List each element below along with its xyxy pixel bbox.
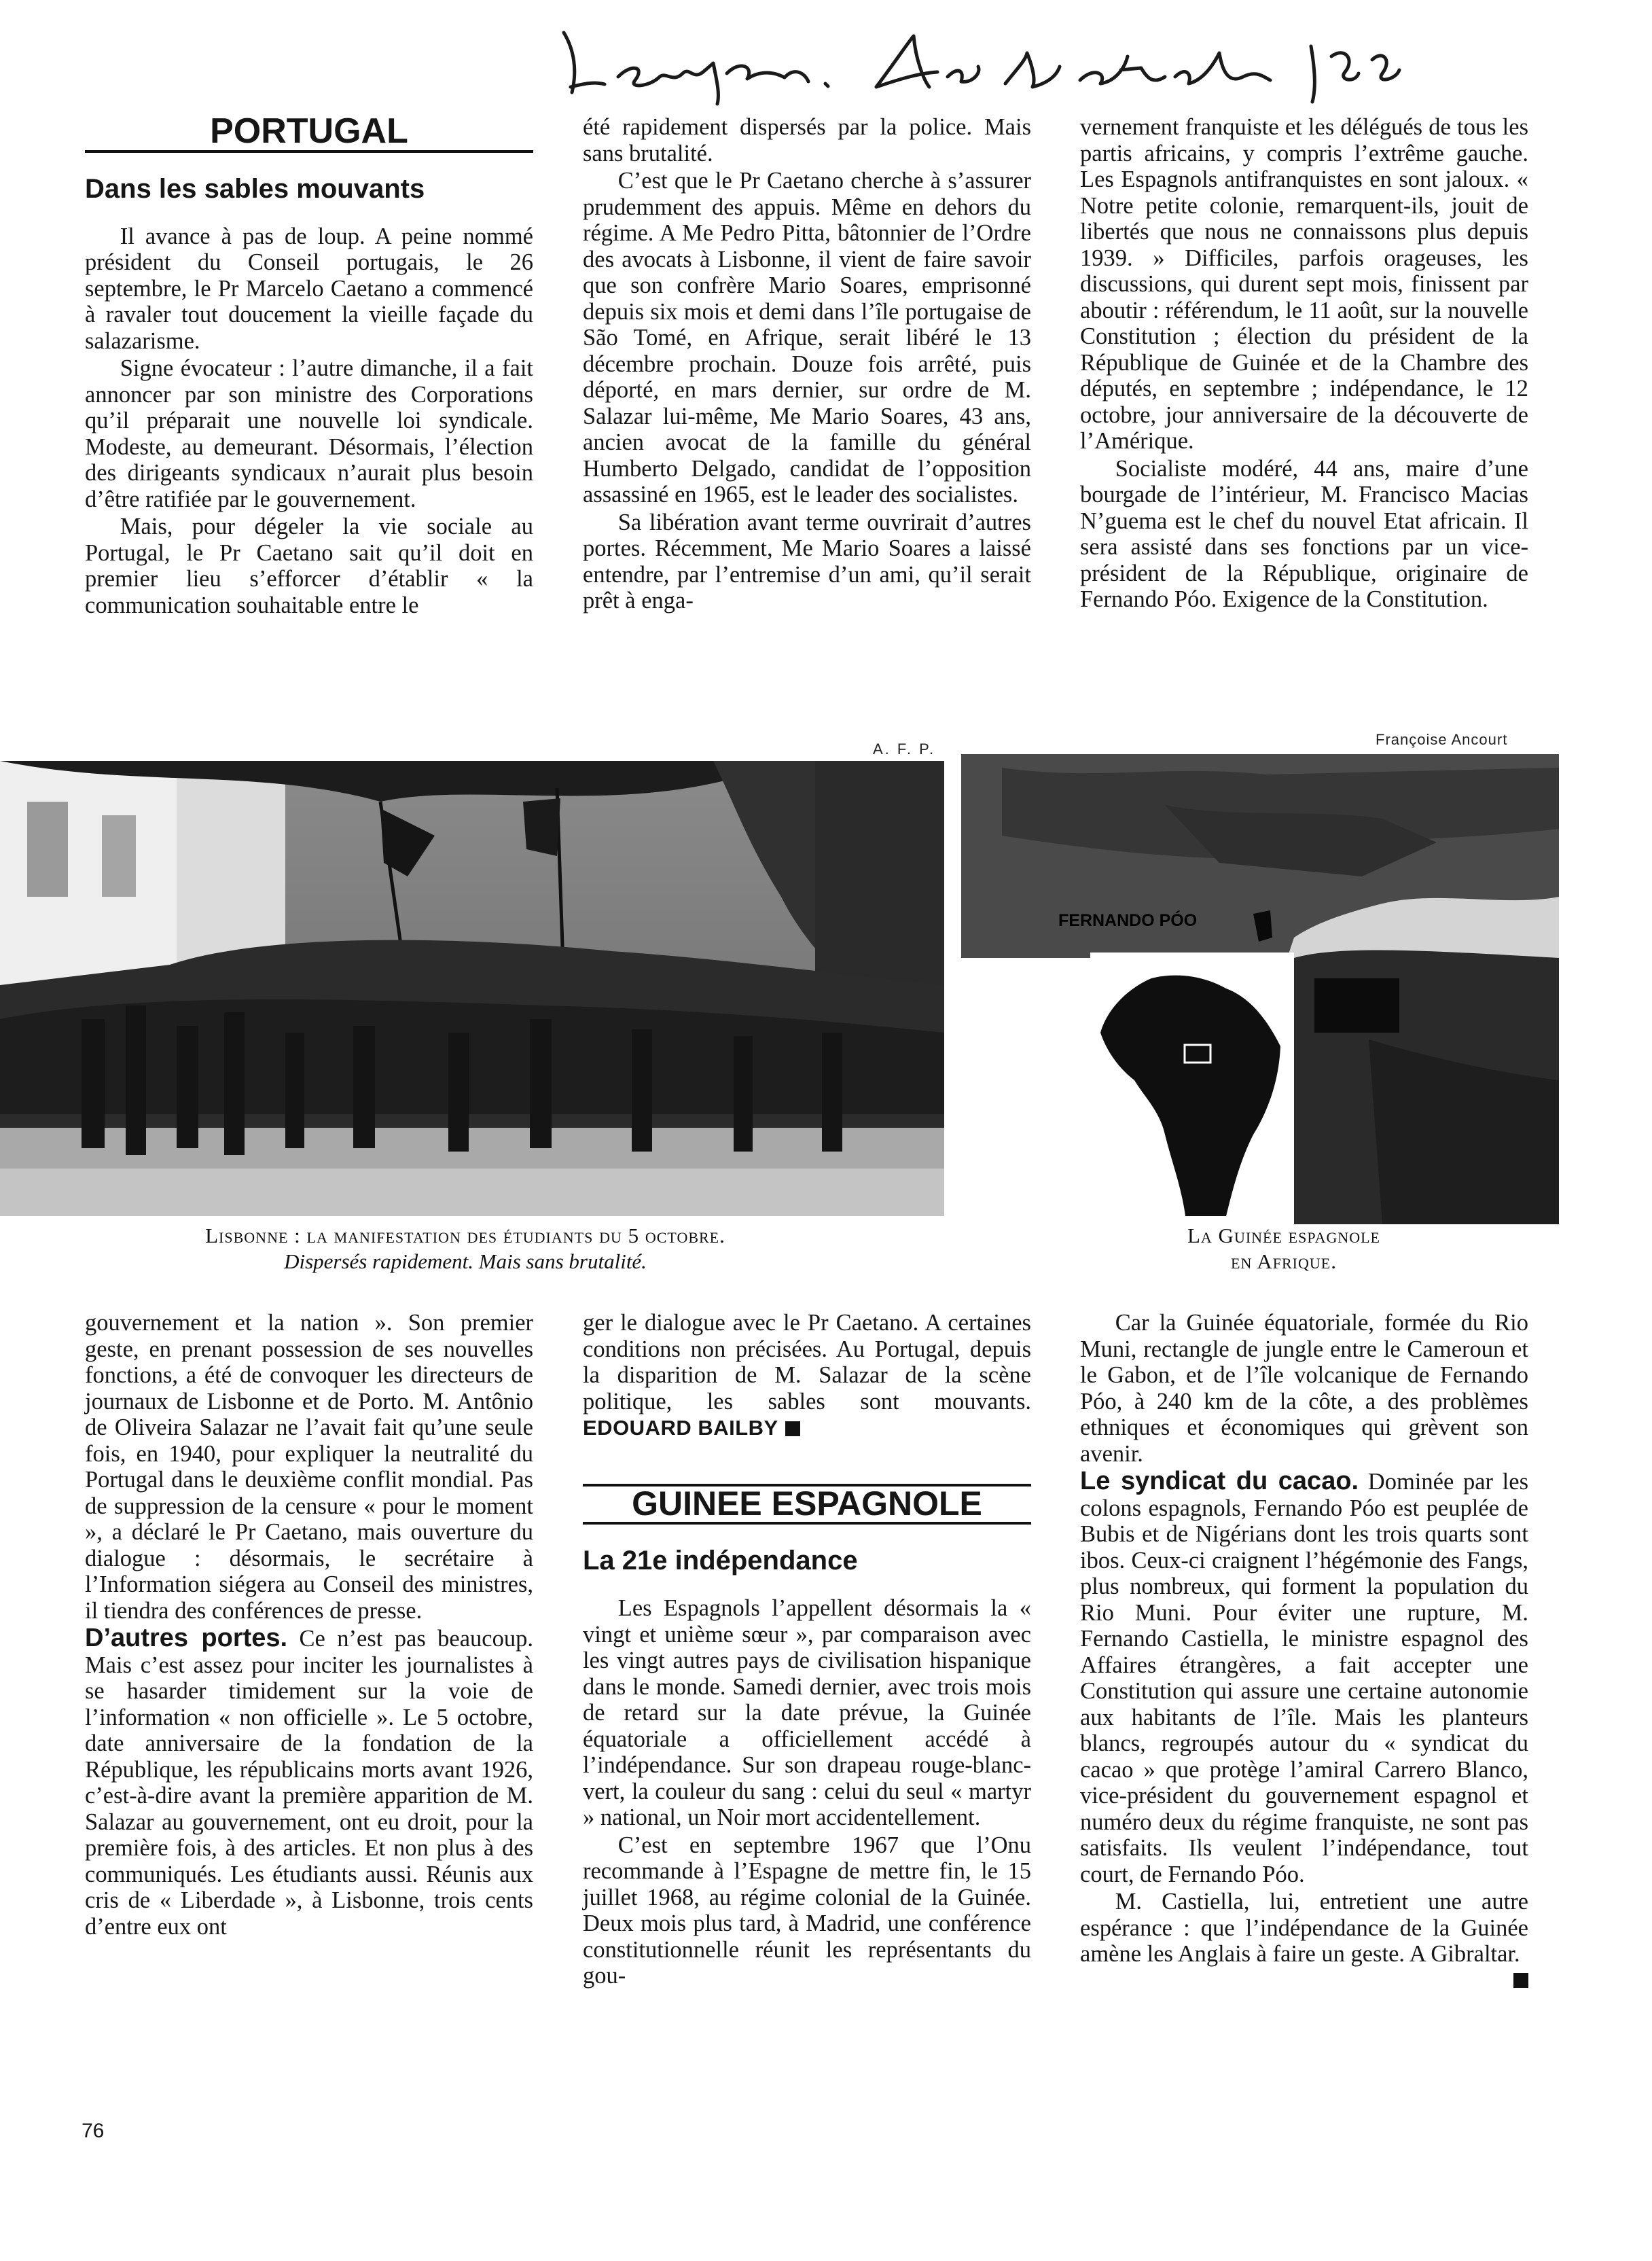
photo-credit: A. F. P.	[873, 741, 936, 758]
map-caption	[1060, 1223, 1508, 1275]
map-caption-title: La Guinée espagnole	[1187, 1224, 1380, 1247]
section-title-portugal: PORTUGAL	[210, 111, 408, 151]
page-number: 76	[82, 2120, 105, 2142]
photo-caption	[48, 1223, 883, 1275]
article-paragraph: gouvernement et la nation ». Son premier geste, en prenant possession de ses nouvelles fonctions, a été de convoquer les directeurs de journaux de Lisbonne et de Porto. M. Antônio de Oliveira Salazar ne l’avait fait qu’une seule fois, en 1940, pour expliquer la neutralité du Portugal dans le deuxième conflit mondial. Pas de suppression de la censure « pour le moment », a déclaré le Pr Caetano, mais ouverture du dialogue : désormais, le secrétaire à l’Information siégera au Conseil des ministres, il tiendra des conférences de presse.	[85, 1310, 533, 1624]
section-title-guinee: GUINEE ESPAGNOLE	[632, 1484, 982, 1523]
author-byline: EDOUARD BAILBY	[583, 1416, 778, 1440]
article-paragraph: Socialiste modéré, 44 ans, maire d’une bourgade de l’intérieur, M. Francisco Macias N’guema est le chef du nouvel Etat africain. Il sera assisté dans ses fonctions par un vice-président de la République, originaire de Fernando Póo. Exigence de la Constitution.	[1080, 455, 1528, 612]
article-paragraph: Car la Guinée équatoriale, formée du Rio Muni, rectangle de jungle entre le Cameroun et le Gabon, et de l’île volcanique de Fernando Póo, à 240 km de la côte, a des problèmes ethniques et économiques qui grèvent son avenir.	[1080, 1310, 1528, 1467]
article-paragraph: Sa libération avant terme ouvrirait d’autres portes. Récemment, Me Mario Soares a laissé entendre, par l’entremise d’un ami, qu’il serait prêt à enga-	[583, 509, 1031, 613]
photo-caption-subtitle: Dispersés rapidement. Mais sans brutalité.	[284, 1249, 647, 1273]
article-paragraph: Dominée par les colons espagnols, Fernando Póo est peuplée de Bubis et de Nigérians dont les trois quarts sont ibos. Ceux-ci craignent l’hégémonie des Fangs, plus nombreux, qui forment la population du Rio Muni. Pour éviter une rupture, M. Fernando Castiella, le ministre espagnol des Affaires étrangères, a fait accepter une Constitution qui assure une certaine autonomie aux habitants de l’île. Mais les planteurs blancs, regroupés autour du « syndicat du cacao » que protège l’amiral Carrero Blanco, vice-président du gouvernement espagnol et numéro deux du régime franquiste, ne sont pas satisfaits. Ils veulent l’indépendance, tout court, de Fernando Póo.	[1080, 1469, 1529, 1887]
article-paragraph: Mais, pour dégeler la vie sociale au Portugal, le Pr Caetano sait qu’il doit en premier lieu s’efforcer d’établir « la communication souhaitable entre le	[85, 514, 533, 618]
article-paragraph: vernement franquiste et les délégués de tous les partis africains, y compris l’extrême gauche. Les Espagnols antifranquistes en sont jaloux. « Notre petite colonie, remarquent-ils, jouit de libertés que nous ne connaissons plus depuis 1939. » Difficiles, parfois orageuses, les discussions, qui durent sept mois, finissent par aboutir : référendum, le 11 août, sur la nouvelle Constitution ; élection du président de la République de Guinée et de la Chambre des députés, en septembre ; indépendance, le 12 octobre, jour anniversaire de la découverte de l’Amérique.	[1080, 114, 1528, 454]
article-paragraph: C’est que le Pr Caetano cherche à s’assurer prudemment des appuis. Même en dehors du régime. A Me Pedro Pitta, bâtonnier de l’Ordre des avocats à Lisbonne, il vient de faire savoir que son confrère Mario Soares, emprisonné depuis six mois et demi dans l’île portugaise de São Tomé, en Afrique, serait libéré le 13 décembre prochain. Douze fois arrêté, puis déporté, en mars dernier, sur ordre de M. Salazar lui-même, Me Mario Soares, 43 ans, ancien avocat de la famille du général Humberto Delgado, candidat de l’opposition assassiné en 1965, est le leader des socialistes.	[583, 168, 1031, 508]
column-2-top	[583, 114, 1031, 616]
map-label-fernando-poo: FERNANDO PÓO	[1058, 911, 1198, 930]
article-paragraph: M. Castiella, lui, entretient une autre espérance : que l’indépendance de la Guinée amène les Anglais à faire un geste. A Gibraltar.	[1080, 1889, 1528, 1967]
column-3-top	[1080, 114, 1528, 614]
article-paragraph: Signe évocateur : l’autre dimanche, il a fait annoncer par son ministre des Corporations qu’il préparait une nouvelle loi syndicale. Modeste, au demeurant. Désormais, l’élection des dirigeants syndicaux n’aurait plus besoin d’être ratifiée par le gouvernement.	[85, 355, 533, 512]
news-photo-lisbon-demonstration	[0, 761, 944, 1216]
map-spanish-guinea	[961, 754, 1559, 1224]
column-3-bottom	[1080, 1310, 1528, 1988]
column-1-bottom	[85, 1310, 533, 1941]
article-headline: Dans les sables mouvants	[85, 173, 425, 204]
article-paragraph: ger le dialogue avec le Pr Caetano. A certaines conditions non précisées. Au Portugal, depuis la disparition de M. Salazar de la scène politique, les sables sont mouvants.	[583, 1310, 1031, 1414]
article-paragraph: Il avance à pas de loup. A peine nommé président du Conseil portugais, le 26 septembre, le Pr Marcelo Caetano a commencé à ravaler tout doucement la vieille façade du salazarisme.	[85, 223, 533, 354]
subheading-syndicat-du-cacao: Le syndicat du cacao.	[1080, 1467, 1359, 1495]
article-paragraph: été rapidement dispersés par la police. Mais sans brutalité.	[583, 114, 1031, 166]
subheading-dautres-portes: D’autres portes.	[85, 1624, 288, 1652]
section-divider	[583, 1522, 1031, 1525]
article-headline: La 21e indépendance	[583, 1546, 858, 1575]
column-2-bottom	[583, 1310, 1031, 1991]
end-of-article-mark	[785, 1421, 800, 1436]
article-paragraph: C’est en septembre 1967 que l’Onu recommande à l’Espagne de mettre fin, le 15 juillet 1968, au régime colonial de la Guinée. Deux mois plus tard, à Madrid, une conférence constitutionnelle réunit les représentants du gou-	[583, 1832, 1031, 1989]
article-paragraph: Les Espagnols l’appellent désormais la « vingt et unième sœur », par comparaison avec les vingt autres pays de civilisation hispanique dans le monde. Samedi dernier, avec trois mois de retard sur la date prévue, la Guinée équatoriale a officiellement accédé à l’indépendance. Sur son drapeau rouge-blanc-vert, la couleur du sang : celui du seul « martyr » national, un Noir mort accidentellement.	[583, 1595, 1031, 1830]
map-credit: Françoise Ancourt	[1376, 731, 1508, 748]
map-caption-subtitle: en Afrique.	[1231, 1249, 1337, 1273]
photo-caption-title: Lisbonne : la manifestation des étudiants du 5 octobre.	[205, 1224, 725, 1247]
column-1-top	[85, 111, 533, 620]
handwritten-note	[557, 19, 1481, 107]
article-paragraph: Ce n’est pas beaucoup. Mais c’est assez pour inciter les journalistes à se hasarder timidement sur la voie de l’information « non officielle ». Le 5 octobre, date anniversaire de la fondation de la République, les républicains morts avant 1926, c’est-à-dire avant la première apparition de M. Salazar au gouvernement, ont eu droit, pour la première fois, à des articles. Et non plus à des communiqués. Les étudiants aussi. Réunis aux cris de « Liberdade », à Lisbonne, trois cents d’entre eux ont	[85, 1626, 533, 1940]
end-of-article-mark	[1513, 1973, 1528, 1988]
